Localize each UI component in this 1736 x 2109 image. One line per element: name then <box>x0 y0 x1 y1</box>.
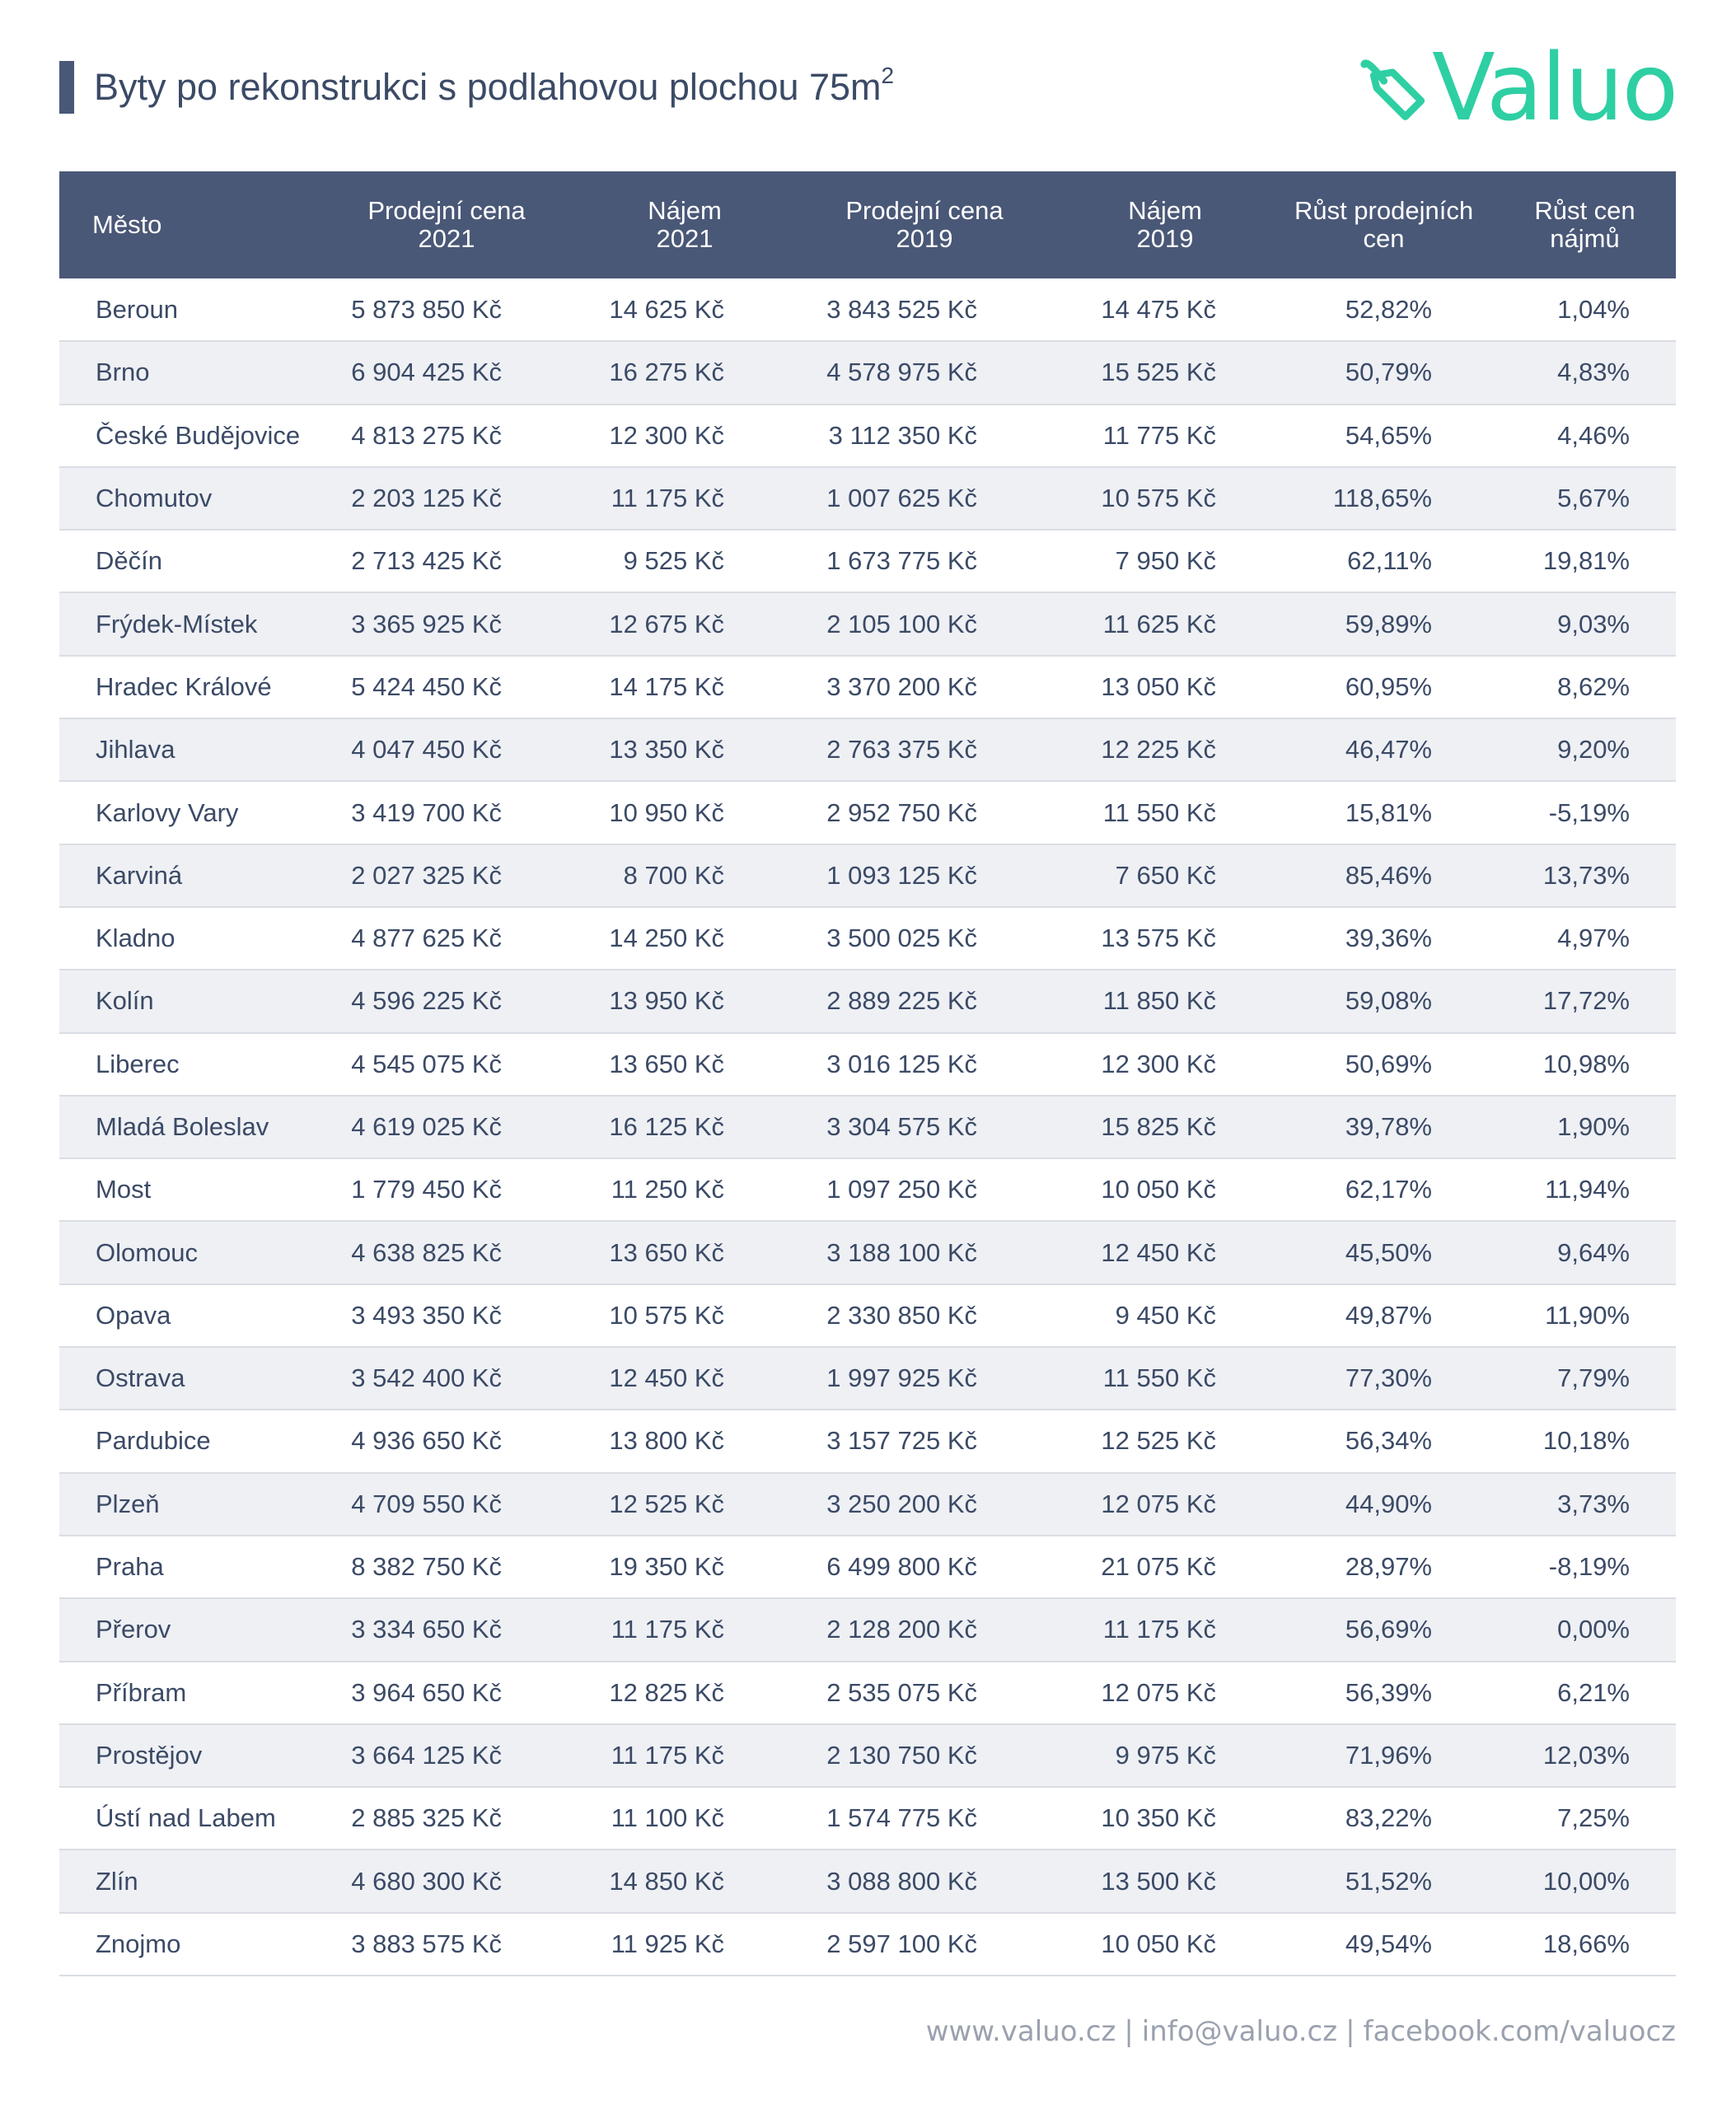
rent-growth-cell: 9,64% <box>1557 1237 1630 1267</box>
column-header: Prodejní cena 2021 <box>367 196 526 253</box>
table-row <box>59 404 1676 467</box>
sale-price-2019-cell: 3 112 350 Kč <box>828 420 977 450</box>
sale-price-2019-cell: 1 574 775 Kč <box>826 1803 977 1833</box>
rent-growth-cell: 1,90% <box>1557 1112 1630 1141</box>
rent-2019-cell: 12 075 Kč <box>1101 1489 1216 1518</box>
table-row <box>59 781 1676 844</box>
column-header: Nájem 2019 <box>1128 196 1202 253</box>
sale-growth-cell: 28,97% <box>1345 1552 1432 1582</box>
table-row <box>59 718 1676 781</box>
sale-growth-cell: 45,50% <box>1345 1237 1432 1267</box>
logo-text: Valuo <box>1432 35 1678 142</box>
rent-2019-cell: 11 550 Kč <box>1102 1363 1216 1393</box>
sale-growth-cell: 46,47% <box>1345 735 1432 765</box>
rent-2021-cell: 14 175 Kč <box>609 671 724 701</box>
city-cell: Frýdek-Místek <box>96 609 258 638</box>
rent-2021-cell: 19 350 Kč <box>609 1552 724 1582</box>
valuo-logo <box>1358 35 1678 142</box>
table-row <box>59 1849 1676 1912</box>
sale-price-2019-cell: 4 578 975 Kč <box>826 358 977 387</box>
rent-2019-cell: 10 050 Kč <box>1101 1929 1216 1958</box>
table-body <box>59 278 1676 1976</box>
sale-price-2021-cell: 3 883 575 Kč <box>351 1929 502 1958</box>
sale-price-2021-cell: 6 904 425 Kč <box>351 358 502 387</box>
city-cell: Kladno <box>96 924 175 953</box>
rent-2021-cell: 13 650 Kč <box>609 1049 724 1078</box>
sale-growth-cell: 54,65% <box>1345 420 1432 450</box>
sale-growth-cell: 39,36% <box>1345 924 1432 953</box>
table-row <box>59 1473 1676 1536</box>
sale-price-2019-cell: 2 597 100 Kč <box>826 1929 977 1958</box>
rent-2019-cell: 10 050 Kč <box>1101 1175 1216 1204</box>
rent-2021-cell: 12 450 Kč <box>609 1363 724 1393</box>
city-cell: Karlovy Vary <box>96 797 239 827</box>
rent-2021-cell: 13 950 Kč <box>609 986 724 1016</box>
rent-growth-cell: 6,21% <box>1557 1677 1630 1707</box>
sale-price-2019-cell: 3 088 800 Kč <box>826 1866 977 1896</box>
rent-2021-cell: 11 100 Kč <box>611 1803 724 1833</box>
rent-2019-cell: 10 575 Kč <box>1101 484 1216 513</box>
city-cell: Chomutov <box>96 484 213 513</box>
rent-growth-cell: 4,97% <box>1557 924 1630 953</box>
rent-growth-cell: 11,90% <box>1545 1300 1630 1330</box>
rent-2021-cell: 12 825 Kč <box>609 1677 724 1707</box>
rent-2021-cell: 11 175 Kč <box>611 1740 724 1770</box>
sale-price-2019-cell: 1 997 925 Kč <box>826 1363 977 1393</box>
sale-price-2019-cell: 3 500 025 Kč <box>826 924 977 953</box>
city-cell: Most <box>96 1175 152 1204</box>
column-header: Růst cen nájmů <box>1534 196 1635 253</box>
sale-growth-cell: 49,87% <box>1345 1300 1432 1330</box>
sale-growth-cell: 62,11% <box>1347 546 1432 576</box>
sale-growth-cell: 49,54% <box>1345 1929 1432 1958</box>
sale-price-2021-cell: 8 382 750 Kč <box>351 1552 502 1582</box>
city-cell: Ústí nad Labem <box>96 1803 276 1833</box>
sale-growth-cell: 51,52% <box>1345 1866 1432 1896</box>
sale-growth-cell: 15,81% <box>1345 797 1432 827</box>
rent-growth-cell: 17,72% <box>1542 986 1630 1016</box>
sale-price-2021-cell: 2 027 325 Kč <box>351 860 502 890</box>
table-row <box>59 970 1676 1032</box>
column-header: Prodejní cena 2019 <box>845 196 1004 253</box>
table-row <box>59 656 1676 718</box>
rent-2019-cell: 9 450 Kč <box>1115 1300 1216 1330</box>
rent-2021-cell: 11 175 Kč <box>611 1615 724 1644</box>
city-cell: Kolín <box>96 986 154 1016</box>
footer-facebook: facebook.com/valuocz <box>1363 2015 1676 2048</box>
city-cell: Prostějov <box>96 1740 203 1770</box>
rent-2021-cell: 12 675 Kč <box>609 609 724 638</box>
rent-2021-cell: 10 575 Kč <box>609 1300 724 1330</box>
footer-email: info@valuo.cz <box>1141 2015 1338 2048</box>
rent-2021-cell: 8 700 Kč <box>623 860 724 890</box>
city-cell: Hradec Králové <box>96 671 272 701</box>
city-cell: Děčín <box>96 546 162 576</box>
city-cell: Brno <box>96 358 150 387</box>
sale-price-2021-cell: 3 964 650 Kč <box>351 1677 502 1707</box>
rent-2021-cell: 11 250 Kč <box>611 1175 724 1204</box>
sale-price-2019-cell: 3 250 200 Kč <box>826 1489 977 1518</box>
sale-growth-cell: 39,78% <box>1345 1112 1432 1141</box>
rent-2019-cell: 15 525 Kč <box>1101 358 1216 387</box>
rent-2019-cell: 14 475 Kč <box>1101 294 1216 324</box>
table-row <box>59 1662 1676 1724</box>
sale-price-2019-cell: 2 105 100 Kč <box>826 609 977 638</box>
table-row <box>59 341 1676 404</box>
sale-price-2021-cell: 5 873 850 Kč <box>351 294 502 324</box>
rent-2019-cell: 13 050 Kč <box>1101 671 1216 701</box>
rent-2019-cell: 15 825 Kč <box>1101 1112 1216 1141</box>
sale-growth-cell: 83,22% <box>1345 1803 1432 1833</box>
sale-price-2021-cell: 3 542 400 Kč <box>351 1363 502 1393</box>
sale-growth-cell: 50,69% <box>1345 1049 1432 1078</box>
rent-2021-cell: 14 850 Kč <box>609 1866 724 1896</box>
sale-growth-cell: 60,95% <box>1345 671 1432 701</box>
sale-price-2021-cell: 4 813 275 Kč <box>351 420 502 450</box>
rent-growth-cell: 7,25% <box>1557 1803 1630 1833</box>
rent-growth-cell: -5,19% <box>1548 797 1630 827</box>
table-row <box>59 1913 1676 1976</box>
rent-2021-cell: 13 650 Kč <box>609 1237 724 1267</box>
rent-2019-cell: 11 175 Kč <box>1102 1615 1216 1644</box>
rent-2019-cell: 12 525 Kč <box>1101 1426 1216 1456</box>
rent-2021-cell: 14 250 Kč <box>609 924 724 953</box>
rent-2019-cell: 11 550 Kč <box>1102 797 1216 827</box>
sale-price-2021-cell: 3 493 350 Kč <box>351 1300 502 1330</box>
city-cell: Jihlava <box>96 735 175 765</box>
sale-price-2021-cell: 4 936 650 Kč <box>351 1426 502 1456</box>
city-cell: Ostrava <box>96 1363 185 1393</box>
table-row <box>59 1598 1676 1661</box>
page-title-superscript: 2 <box>881 63 895 88</box>
rent-growth-cell: 4,46% <box>1557 420 1630 450</box>
city-cell: Znojmo <box>96 1929 181 1958</box>
city-cell: Opava <box>96 1300 171 1330</box>
city-cell: Plzeň <box>96 1489 160 1518</box>
rent-growth-cell: 3,73% <box>1557 1489 1630 1518</box>
sale-price-2021-cell: 4 877 625 Kč <box>351 924 502 953</box>
footer-separator: | <box>1345 2015 1355 2048</box>
table-row <box>59 1284 1676 1347</box>
sale-price-2021-cell: 4 619 025 Kč <box>351 1112 502 1141</box>
city-cell: Liberec <box>96 1049 180 1078</box>
city-cell: Praha <box>96 1552 164 1582</box>
rent-2019-cell: 11 850 Kč <box>1102 986 1216 1016</box>
city-cell: České Budějovice <box>96 420 301 450</box>
sale-growth-cell: 77,30% <box>1345 1363 1432 1393</box>
rent-2021-cell: 16 275 Kč <box>609 358 724 387</box>
table-row <box>59 1410 1676 1472</box>
table-row <box>59 1096 1676 1158</box>
sale-price-2019-cell: 1 673 775 Kč <box>826 546 977 576</box>
sale-growth-cell: 56,39% <box>1345 1677 1432 1707</box>
sale-price-2019-cell: 2 889 225 Kč <box>826 986 977 1016</box>
rent-growth-cell: 13,73% <box>1542 860 1630 890</box>
sale-price-2019-cell: 1 093 125 Kč <box>826 860 977 890</box>
rent-growth-cell: 9,20% <box>1557 735 1630 765</box>
sale-price-2021-cell: 3 365 925 Kč <box>351 609 502 638</box>
rent-2019-cell: 11 625 Kč <box>1102 609 1216 638</box>
rent-growth-cell: 10,98% <box>1542 1049 1630 1078</box>
column-header: Město <box>92 210 162 239</box>
sale-growth-cell: 50,79% <box>1345 358 1432 387</box>
table-row <box>59 278 1676 341</box>
sale-growth-cell: 56,69% <box>1345 1615 1432 1644</box>
sale-growth-cell: 59,89% <box>1345 609 1432 638</box>
rent-2019-cell: 13 575 Kč <box>1101 924 1216 953</box>
sale-price-2019-cell: 2 128 200 Kč <box>826 1615 977 1644</box>
rent-growth-cell: 5,67% <box>1557 484 1630 513</box>
sale-growth-cell: 59,08% <box>1345 986 1432 1016</box>
rent-2021-cell: 13 350 Kč <box>609 735 724 765</box>
sale-price-2019-cell: 2 763 375 Kč <box>826 735 977 765</box>
city-cell: Mladá Boleslav <box>96 1112 269 1141</box>
rent-growth-cell: 1,04% <box>1557 294 1630 324</box>
city-cell: Pardubice <box>96 1426 211 1456</box>
footer-website: www.valuo.cz <box>925 2015 1116 2048</box>
sale-growth-cell: 52,82% <box>1345 294 1432 324</box>
rent-growth-cell: 7,79% <box>1557 1363 1630 1393</box>
rent-growth-cell: 9,03% <box>1557 609 1630 638</box>
rent-2021-cell: 11 925 Kč <box>611 1929 724 1958</box>
rent-growth-cell: 19,81% <box>1542 546 1630 576</box>
rent-growth-cell: -8,19% <box>1548 1552 1630 1582</box>
sale-price-2019-cell: 3 016 125 Kč <box>826 1049 977 1078</box>
sale-price-2019-cell: 1 007 625 Kč <box>826 484 977 513</box>
rent-2021-cell: 13 800 Kč <box>609 1426 724 1456</box>
footer-separator: | <box>1124 2015 1134 2048</box>
sale-price-2019-cell: 3 843 525 Kč <box>826 294 977 324</box>
table-row <box>59 1787 1676 1849</box>
sale-growth-cell: 56,34% <box>1345 1426 1432 1456</box>
table-row <box>59 1033 1676 1096</box>
sale-growth-cell: 62,17% <box>1345 1175 1432 1204</box>
rent-2019-cell: 12 225 Kč <box>1101 735 1216 765</box>
sale-price-2021-cell: 5 424 450 Kč <box>351 671 502 701</box>
table-row <box>59 1347 1676 1410</box>
rent-2021-cell: 12 525 Kč <box>609 1489 724 1518</box>
rent-growth-cell: 18,66% <box>1542 1929 1630 1958</box>
sale-growth-cell: 118,65% <box>1332 484 1432 513</box>
table-row <box>59 592 1676 655</box>
rent-growth-cell: 4,83% <box>1557 358 1630 387</box>
rent-growth-cell: 8,62% <box>1557 671 1630 701</box>
table-row <box>59 844 1676 907</box>
rent-2019-cell: 12 300 Kč <box>1101 1049 1216 1078</box>
sale-price-2019-cell: 3 304 575 Kč <box>826 1112 977 1141</box>
rent-2019-cell: 12 450 Kč <box>1101 1237 1216 1267</box>
table-row <box>59 530 1676 592</box>
table-row <box>59 467 1676 530</box>
sale-price-2019-cell: 6 499 800 Kč <box>826 1552 977 1582</box>
table-row <box>59 1536 1676 1598</box>
sale-price-2021-cell: 1 779 450 Kč <box>351 1175 502 1204</box>
rent-2019-cell: 12 075 Kč <box>1101 1677 1216 1707</box>
rent-2021-cell: 12 300 Kč <box>609 420 724 450</box>
city-cell: Přerov <box>96 1615 171 1644</box>
sale-price-2021-cell: 4 047 450 Kč <box>351 735 502 765</box>
footer-contacts <box>926 2015 1676 2048</box>
sale-price-2021-cell: 3 664 125 Kč <box>351 1740 502 1770</box>
table-row <box>59 907 1676 970</box>
rent-growth-cell: 10,00% <box>1542 1866 1630 1896</box>
table-row <box>59 1221 1676 1284</box>
city-cell: Zlín <box>96 1866 138 1896</box>
rent-2019-cell: 9 975 Kč <box>1115 1740 1216 1770</box>
sale-price-2021-cell: 2 885 325 Kč <box>351 1803 502 1833</box>
table-row <box>59 1158 1676 1221</box>
city-cell: Příbram <box>96 1677 187 1707</box>
rent-2021-cell: 10 950 Kč <box>609 797 724 827</box>
price-tag-icon <box>1358 49 1437 128</box>
sale-price-2019-cell: 2 952 750 Kč <box>826 797 977 827</box>
sale-price-2021-cell: 4 680 300 Kč <box>351 1866 502 1896</box>
sale-price-2021-cell: 2 203 125 Kč <box>351 484 502 513</box>
sale-price-2019-cell: 1 097 250 Kč <box>826 1175 977 1204</box>
rent-growth-cell: 10,18% <box>1542 1426 1630 1456</box>
sale-growth-cell: 71,96% <box>1345 1740 1432 1770</box>
sale-price-2019-cell: 3 370 200 Kč <box>826 671 977 701</box>
sale-price-2021-cell: 3 419 700 Kč <box>351 797 502 827</box>
rent-2019-cell: 11 775 Kč <box>1102 420 1216 450</box>
page-title <box>94 63 894 112</box>
title-accent-bar <box>59 61 74 114</box>
column-header: Růst prodejních cen <box>1294 196 1474 253</box>
rent-2021-cell: 9 525 Kč <box>623 546 724 576</box>
city-cell: Beroun <box>96 294 178 324</box>
city-cell: Olomouc <box>96 1237 199 1267</box>
rent-2021-cell: 14 625 Kč <box>609 294 724 324</box>
sale-price-2019-cell: 2 330 850 Kč <box>826 1300 977 1330</box>
sale-price-2019-cell: 3 157 725 Kč <box>826 1426 977 1456</box>
table-header-row <box>59 171 1676 278</box>
rent-growth-cell: 12,03% <box>1542 1740 1630 1770</box>
sale-growth-cell: 85,46% <box>1345 860 1432 890</box>
rent-growth-cell: 11,94% <box>1545 1175 1630 1204</box>
rent-growth-cell: 0,00% <box>1557 1615 1630 1644</box>
rent-2021-cell: 11 175 Kč <box>611 484 724 513</box>
rent-2019-cell: 13 500 Kč <box>1101 1866 1216 1896</box>
sale-growth-cell: 44,90% <box>1345 1489 1432 1518</box>
sale-price-2019-cell: 2 130 750 Kč <box>826 1740 977 1770</box>
sale-price-2019-cell: 3 188 100 Kč <box>826 1237 977 1267</box>
table-row <box>59 1724 1676 1787</box>
price-table <box>59 171 1676 1976</box>
sale-price-2021-cell: 4 638 825 Kč <box>351 1237 502 1267</box>
city-cell: Karviná <box>96 860 183 890</box>
sale-price-2021-cell: 2 713 425 Kč <box>351 546 502 576</box>
rent-2019-cell: 7 950 Kč <box>1115 546 1216 576</box>
sale-price-2021-cell: 4 545 075 Kč <box>351 1049 502 1078</box>
sale-price-2021-cell: 4 596 225 Kč <box>351 986 502 1016</box>
rent-2021-cell: 16 125 Kč <box>609 1112 724 1141</box>
sale-price-2021-cell: 3 334 650 Kč <box>351 1615 502 1644</box>
rent-2019-cell: 7 650 Kč <box>1115 860 1216 890</box>
rent-2019-cell: 21 075 Kč <box>1101 1552 1216 1582</box>
rent-2019-cell: 10 350 Kč <box>1101 1803 1216 1833</box>
page-title-text: Byty po rekonstrukci s podlahovou plochou 75m <box>94 66 882 108</box>
sale-price-2019-cell: 2 535 075 Kč <box>826 1677 977 1707</box>
column-header: Nájem 2021 <box>648 196 722 253</box>
sale-price-2021-cell: 4 709 550 Kč <box>351 1489 502 1518</box>
